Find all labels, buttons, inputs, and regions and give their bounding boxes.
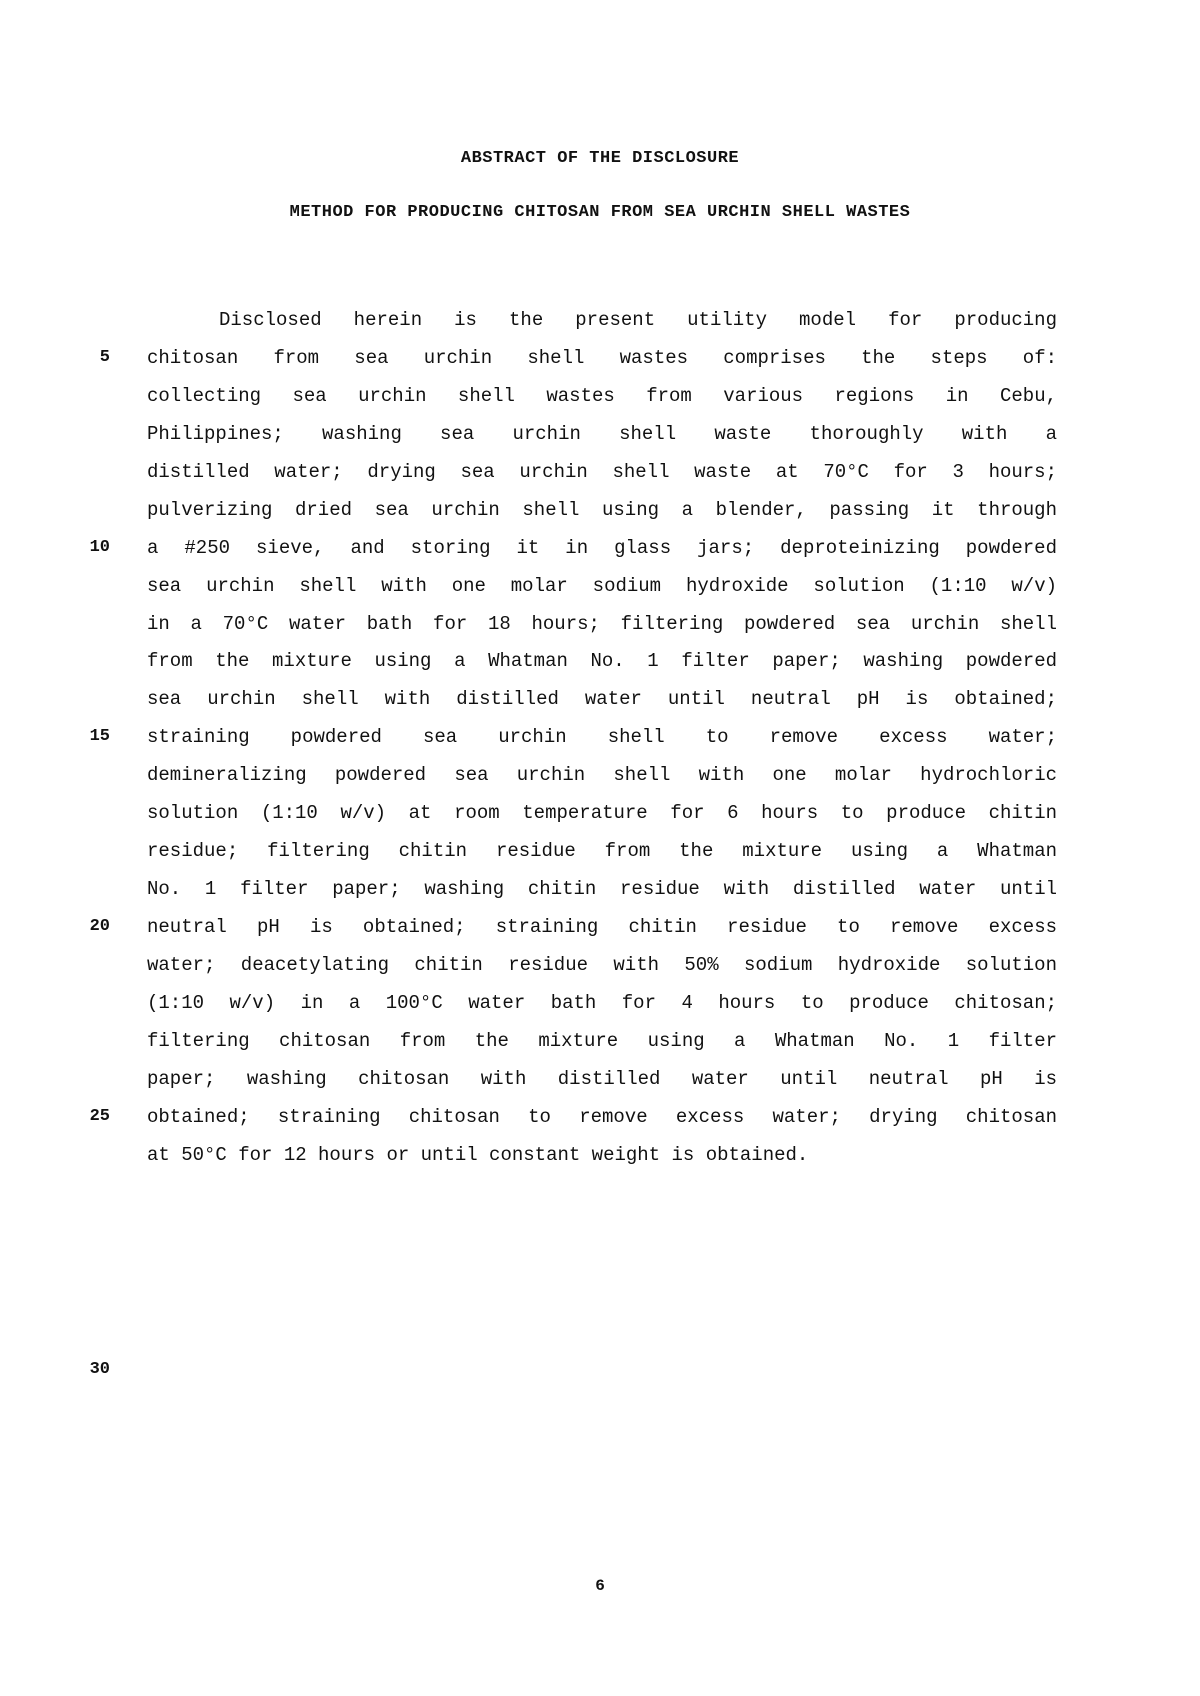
abstract-line: filtering chitosan from the mixture using a Whatman No. 1 filter bbox=[147, 1030, 1057, 1052]
line-number: 30 bbox=[89, 1360, 110, 1379]
abstract-line: in a 70°C water bath for 18 hours; filtering powdered sea urchin shell bbox=[147, 613, 1057, 635]
abstract-line: straining powdered sea urchin shell to remove excess water; bbox=[147, 726, 1057, 748]
abstract-line: No. 1 filter paper; washing chitin residue with distilled water until bbox=[147, 878, 1057, 900]
abstract-line: at 50°C for 12 hours or until constant weight is obtained. bbox=[147, 1144, 809, 1166]
abstract-line: sea urchin shell with one molar sodium hydroxide solution (1:10 w/v) bbox=[147, 575, 1057, 597]
line-number: 10 bbox=[89, 538, 110, 557]
abstract-line: a #250 sieve, and storing it in glass jars; deproteinizing powdered bbox=[147, 537, 1057, 559]
line-number: 5 bbox=[99, 348, 110, 367]
abstract-line: chitosan from sea urchin shell wastes comprises the steps of: bbox=[147, 347, 1057, 369]
abstract-line: pulverizing dried sea urchin shell using a blender, passing it through bbox=[147, 499, 1057, 521]
abstract-line: Disclosed herein is the present utility model for producing bbox=[219, 309, 1057, 331]
abstract-line: collecting sea urchin shell wastes from various regions in Cebu, bbox=[147, 385, 1057, 407]
abstract-line: obtained; straining chitosan to remove excess water; drying chitosan bbox=[147, 1106, 1057, 1128]
line-number: 20 bbox=[89, 917, 110, 936]
line-number: 15 bbox=[89, 727, 110, 746]
page-number: 6 bbox=[595, 1577, 605, 1595]
document-title: METHOD FOR PRODUCING CHITOSAN FROM SEA URCHIN SHELL WASTES bbox=[289, 203, 911, 222]
abstract-line: neutral pH is obtained; straining chitin residue to remove excess bbox=[147, 916, 1057, 938]
abstract-line: paper; washing chitosan with distilled water until neutral pH is bbox=[147, 1068, 1057, 1090]
abstract-line: Philippines; washing sea urchin shell waste thoroughly with a bbox=[147, 423, 1057, 445]
abstract-line: from the mixture using a Whatman No. 1 filter paper; washing powdered bbox=[147, 650, 1057, 672]
abstract-line: demineralizing powdered sea urchin shell with one molar hydrochloric bbox=[147, 764, 1057, 786]
line-number: 25 bbox=[89, 1107, 110, 1126]
abstract-line: sea urchin shell with distilled water until neutral pH is obtained; bbox=[147, 688, 1057, 710]
abstract-line: (1:10 w/v) in a 100°C water bath for 4 hours to produce chitosan; bbox=[147, 992, 1057, 1014]
abstract-line: residue; filtering chitin residue from the mixture using a Whatman bbox=[147, 840, 1057, 862]
abstract-line: water; deacetylating chitin residue with 50% sodium hydroxide solution bbox=[147, 954, 1057, 976]
abstract-line: distilled water; drying sea urchin shell waste at 70°C for 3 hours; bbox=[147, 461, 1057, 483]
abstract-heading: ABSTRACT OF THE DISCLOSURE bbox=[460, 149, 740, 168]
abstract-line: solution (1:10 w/v) at room temperature for 6 hours to produce chitin bbox=[147, 802, 1057, 824]
